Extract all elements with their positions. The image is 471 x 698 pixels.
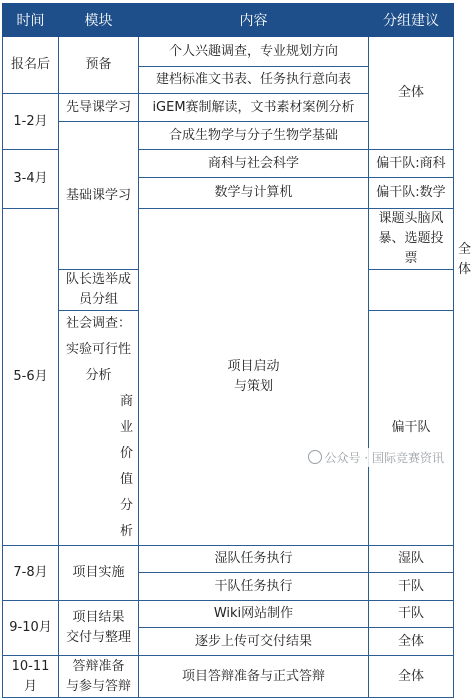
module-line: 项目结果 [72,610,125,625]
content-cell: 队长选举成员分组 [59,270,139,311]
group-cell: 偏干队 [369,311,454,546]
content-cell: 逐步上传可交付结果 [139,628,369,656]
module-line: 与策划 [233,379,273,394]
schedule-table [2,3,471,698]
group-cell: 偏干队:数学 [369,178,454,209]
module-cell [59,601,139,656]
content-cell: 合成生物学与分子生物学基础 [139,122,369,150]
time-cell: 5-6月 [3,209,59,546]
module-line: 与参与答辩 [65,678,131,694]
group-cell: 全体 [369,656,454,698]
content-cell: 课题头脑风暴、选题投票 [369,209,454,270]
group-cell: 全体 [369,37,454,150]
module-cell: 项目实施 [59,546,139,601]
group-cell: 干队 [369,601,454,628]
module-cell: 基础课学习 [59,122,139,270]
table-header-row [3,4,454,37]
content-cell: Wiki网站制作 [139,601,369,628]
content-cell: iGEM赛制解读，文书素材案例分析 [139,94,369,122]
table-row [3,656,454,698]
group-cell: 干队 [369,573,454,601]
header-content: 内容 [139,4,369,37]
table-row [3,546,454,573]
group-cell: 偏干队:商科 [369,150,454,178]
content-cell: 项目答辩准备与正式答辩 [139,656,369,698]
time-cell: 1-2月 [3,94,59,150]
content-cell: 干队任务执行 [139,573,369,601]
content-cell: 数学与计算机 [139,178,369,209]
time-cell: 3-4月 [3,150,59,209]
module-line: 项目启动 [227,359,280,374]
header-group: 分组建议 [369,4,454,37]
content-line: 商业价值分析 [119,394,133,539]
content-cell: 湿队任务执行 [139,546,369,573]
module-line: 交付与整理 [65,630,131,645]
table-row [3,601,454,628]
content-line: 社会调查：实验可行性分析 [65,316,131,383]
time-cell: 报名后 [3,37,59,94]
content-cell: 个人兴趣调查，专业规划方向 [139,37,369,67]
watermark-text: 公众号 · 国际竞赛资讯 [324,451,444,465]
module-line: 答辩准备 [72,658,125,674]
group-cell: 全体 [369,628,454,656]
table-row: 5-6月 项目启动 与策划 课题头脑风暴、选题投票 全体 [3,209,454,270]
content-cell: 建档标准文书表、任务执行意向表 [139,67,369,94]
header-module: 模块 [59,4,139,37]
table-row [3,37,454,67]
time-cell: 10-11月 [3,656,59,698]
wechat-icon [308,450,322,464]
watermark [304,448,448,467]
time-cell: 9-10月 [3,601,59,656]
module-cell: 先导课学习 [59,94,139,122]
group-cell: 湿队 [369,546,454,573]
time-cell: 7-8月 [3,546,59,601]
content-cell [59,311,139,546]
header-time: 时间 [3,4,59,37]
module-cell [59,656,139,698]
content-cell: 商科与社会科学 [139,150,369,178]
module-cell [139,209,369,546]
module-cell: 预备 [59,37,139,94]
